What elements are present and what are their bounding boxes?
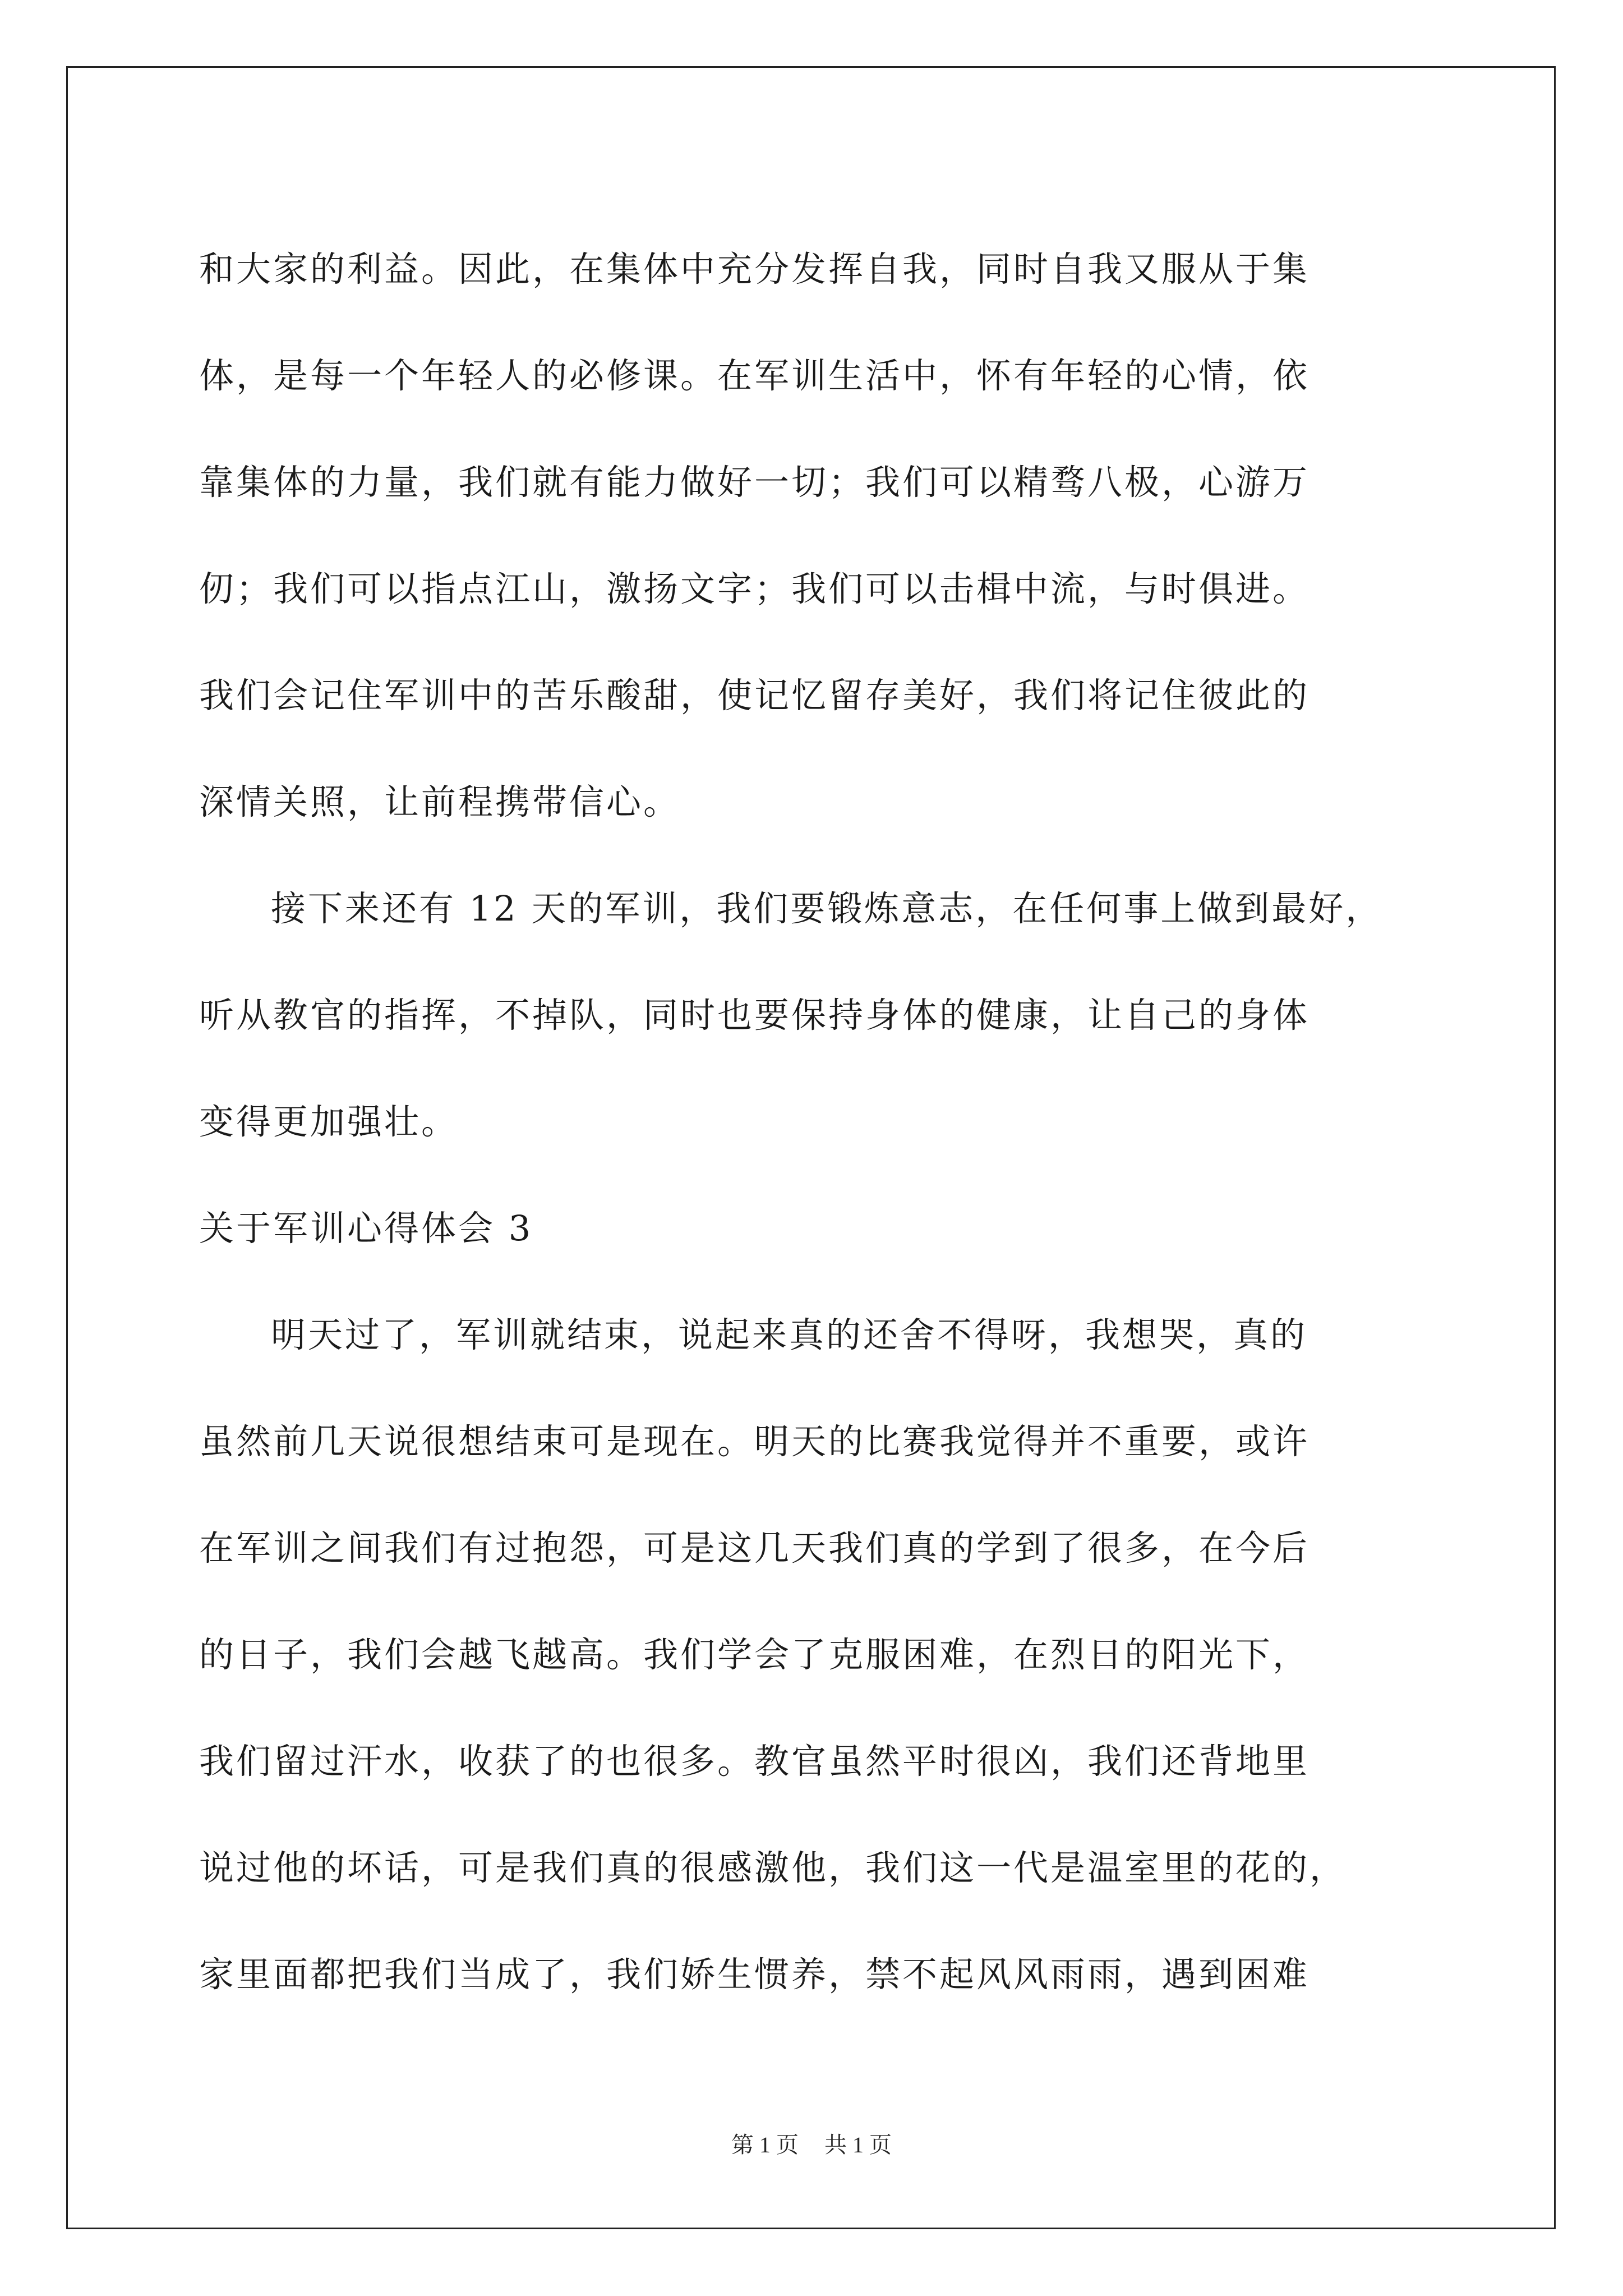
- text-line: 说过他的坏话，可是我们真的很感激他，我们这一代是温室里的花的，: [199, 1847, 1347, 1888]
- text-line: 靠集体的力量，我们就有能力做好一切；我们可以精骛八极，心游万: [199, 462, 1310, 503]
- page-total: 共 1 页: [824, 2132, 892, 2157]
- text-line: 仞；我们可以指点江山，激扬文字；我们可以击楫中流，与时俱进。: [199, 568, 1310, 609]
- paragraph-first-line: 明天过了，军训就结束，说起来真的还舍不得呀，我想哭，真的: [271, 1314, 1308, 1355]
- text-line: 家里面都把我们当成了，我们娇生惯养，禁不起风风雨雨，遇到困难: [199, 1954, 1310, 1995]
- text-line: 我们会记住军训中的苦乐酸甜，使记忆留存美好，我们将记住彼此的: [199, 675, 1310, 716]
- text-line: 深情关照，让前程携带信心。: [199, 781, 681, 822]
- text-line: 我们留过汗水，收获了的也很多。教官虽然平时很凶，我们还背地里: [199, 1741, 1310, 1782]
- text-line: 虽然前几天说很想结束可是现在。明天的比赛我觉得并不重要，或许: [199, 1421, 1310, 1462]
- page-footer: [0, 2127, 1623, 2159]
- text-line: 的日子，我们会越飞越高。我们学会了克服困难，在烈日的阳光下，: [199, 1634, 1310, 1675]
- paragraph-first-line: 接下来还有 12 天的军训，我们要锻炼意志，在任何事上做到最好，: [271, 888, 1383, 929]
- section-heading: 关于军训心得体会 3: [199, 1208, 533, 1249]
- text-line: 在军训之间我们有过抱怨，可是这几天我们真的学到了很多，在今后: [199, 1527, 1310, 1568]
- text-line: 体，是每一个年轻人的必修课。在军训生活中，怀有年轻的心情，依: [199, 355, 1310, 396]
- document-body: [199, 216, 1433, 2028]
- text-line: 听从教官的指挥，不掉队，同时也要保持身体的健康，让自己的身体: [199, 995, 1310, 1036]
- text-line: 和大家的利益。因此，在集体中充分发挥自我，同时自我又服从于集: [199, 249, 1310, 289]
- text-line: 变得更加强壮。: [199, 1101, 459, 1142]
- page-number: 第 1 页: [731, 2132, 799, 2157]
